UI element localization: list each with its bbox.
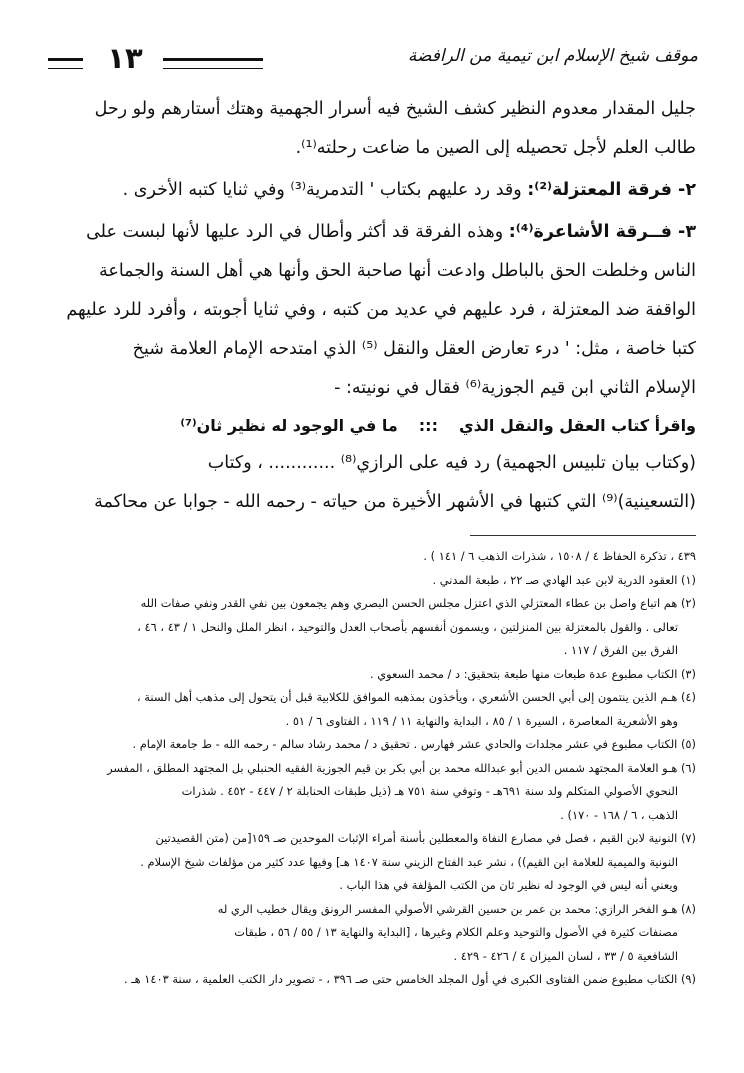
item-text: وقد رد عليهم بكتاب ' التدمرية⁽³⁾ وفي ثنايا كتبه الأخرى . (122, 180, 522, 200)
footnote-continuation: الفرق بين الفرق / ١١٧ . (563, 643, 678, 657)
verse-separator: ::: (418, 416, 438, 435)
footnote-4 (48, 686, 696, 733)
footnote-carryover: ٤٣٩ ، تذكرة الحفاظ ٤ / ١٥٠٨ ، شذرات الذهب ٦ / ١٤١ ) . (423, 549, 696, 563)
main-text (48, 90, 696, 522)
item-label: ٣- فــرقة الأشاعرة⁽⁴⁾: (508, 222, 696, 242)
footnote-divider (470, 535, 696, 536)
footnote-continuation: النونية والميمية للعلامة ابن القيم)) ، نشر عبد الفتاح الزيني سنة ١٤٠٧ هـ] وفيها عدد كثير من مؤلفات شيخ الإسلام . (140, 854, 678, 869)
running-title: موقف شيخ الإسلام ابن تيمية من الرافضة (407, 46, 698, 66)
text-line: كتبا خاصة ، مثل: ' درء تعارض العقل والنقل ⁽⁵⁾ الذي امتدحه الإمام العلامة شيخ (132, 339, 696, 359)
footnote-text: (٦) هـو العلامة المجتهد شمس الدين أبو عبدالله محمد بن أبي بكر بن قيم الجوزية الفقيه الحنبلي بل المجتهد المطلق ، المفسر (107, 760, 696, 775)
footnote-continuation: النحوي الأصولي المتكلم ولد سنة ٦٩١هـ - وتوفي سنة ٧٥١ هـ (ذيل طبقات الحنابلة ٢ / ٤٤٧ - ٤٥٢ . شذرات (181, 784, 678, 798)
list-item-ashaira (48, 213, 696, 252)
footnote-text: (٢) هم اتباع واصل بن عطاء المعتزلي الذي اعتزل مجلس الحسن البصري وهم يجمعون بين نفي القدر ونفي صفات الله (140, 596, 696, 610)
text-line: الناس وخلطت الحق بالباطل وادعت أنها صاحبة الحق وأنها هي أهل السنة والجماعة (99, 261, 696, 281)
item-label: ٢- فرقة المعتزلة⁽²⁾: (527, 180, 696, 200)
verse-second-hemistich: ما في الوجود له نظير ثان⁽⁷⁾ (180, 416, 398, 435)
text-line: الواقفة ضد المعتزلة ، فرد عليهم في عديد من كتبه ، وفي ثنايا أجوبته ، وأفرد للرد عليهم (66, 300, 696, 320)
text-line: (التسعينية)⁽⁹⁾ التي كتبها في الأشهر الأخيرة من حياته - رحمه الله - جوابا عن محاكمة (94, 492, 696, 512)
page-number: ١٣ (107, 41, 143, 75)
footnote-6 (48, 757, 696, 828)
footnote-continuation: تعالى . والقول بالمعتزلة بين المنزلتين ، ويسمون أنفسهم بأصحاب العدل والتوحيد ، انظر الملل والنحل ١ / ٤٣ ، ٤٦ ، (137, 619, 678, 634)
verse-first-hemistich: واقرأ كتاب العقل والنقل الذي (458, 416, 696, 435)
footnote-text: (٧) النونية لابن القيم ، فصل في مصارع النفاة والمعطلين بأسنة أمراء الإثبات الموحدين صـ ١٥٩[من (متن القصيدتين (155, 831, 696, 845)
footnote-text: (٤) هـم الذين ينتمون إلى أبي الحسن الأشعري ، ويأخذون بمذهبه الموافق للكلابية قبل أن يتحول إلى مذهب أهل السنة ، (137, 690, 696, 704)
footnote-text: (٥) الكتاب مطبوع في عشر مجلدات والحادي عشر فهارس . تحقيق د / محمد رشاد سالم - رحمه الله - ط جامعة الإمام . (132, 737, 696, 751)
list-item-mutazila (48, 171, 696, 210)
footnotes (48, 545, 696, 992)
footnote-continuation: مصنفات كثيرة في الأصول والتوحيد وعلم الكلام وغيرها ، [البداية والنهاية ١٣ / ٥٥ / ٥٦ ، طبقات (234, 925, 678, 939)
text-line: طالب العلم لأجل تحصيله إلى الصين ما ضاعت رحلته⁽¹⁾. (295, 138, 696, 158)
footnote-text: (٨) هـو الفخر الرازي: محمد بن عمر بن حسين القرشي الأصولي المفسر الرونق ويقال خطيب الري له (217, 901, 696, 916)
footnote-continuation: الذهب ، ٦ / ١٦٨ - ١٧٠) . (560, 807, 678, 822)
text-line: (وكتاب بيان تلبيس الجهمية) رد فيه على الرازي⁽⁸⁾ ............ ، وكتاب (207, 453, 696, 473)
text-line: جليل المقدار معدوم النظير كشف الشيخ فيه أسرار الجهمية وهتك أستارهم ولو رحل (94, 99, 696, 119)
footnote-text: (٣) الكتاب مطبوع عدة طبعات منها طبعة بتحقيق: د / محمد السعوي . (369, 666, 696, 681)
footnote-5 (48, 733, 696, 757)
page-header (48, 38, 698, 78)
footnote-3 (48, 663, 696, 687)
footnote-text: (٩) الكتاب مطبوع ضمن الفتاوى الكبرى في أول المجلد الخامس حتى صـ ٣٩٦ ، - تصوير دار الكتب العلمية ، سنة ١٤٠٣ هـ . (124, 972, 696, 986)
footnote-9 (48, 968, 696, 992)
header-rule-left (48, 58, 83, 69)
header-rule-middle (163, 58, 263, 69)
footnote-7 (48, 827, 696, 898)
footnote-2 (48, 592, 696, 663)
footnote-continuation: ويعني أنه ليس في الوجود له نظير ثان من الكتب المؤلفة في هذا الباب . (339, 878, 678, 892)
footnote-continuation: الشافعية ٥ / ٣٣ ، لسان الميزان ٤ / ٤٢٦ - ٤٢٩ . (453, 948, 678, 963)
footnote-8 (48, 898, 696, 969)
footnote-continuation: وهو الأشعرية المعاصرة ، السيرة ١ / ٨٥ ، البداية والنهاية ١١ / ١١٩ ، الفتاوى ٦ / ٥١ . (285, 713, 678, 728)
footnote-1 (48, 569, 696, 593)
footnote-text: (١) العقود الدرية لابن عبد الهادي صـ ٢٢ ، طبعة المدني . (432, 572, 696, 587)
item-text: وهذه الفرقة قد أكثر وأطال في الرد عليها لأنها لبست على (86, 222, 504, 242)
poetry-verse (48, 408, 696, 444)
text-line: الإسلام الثاني ابن قيم الجوزية⁽⁶⁾ فقال في نونيته: - (334, 378, 696, 398)
